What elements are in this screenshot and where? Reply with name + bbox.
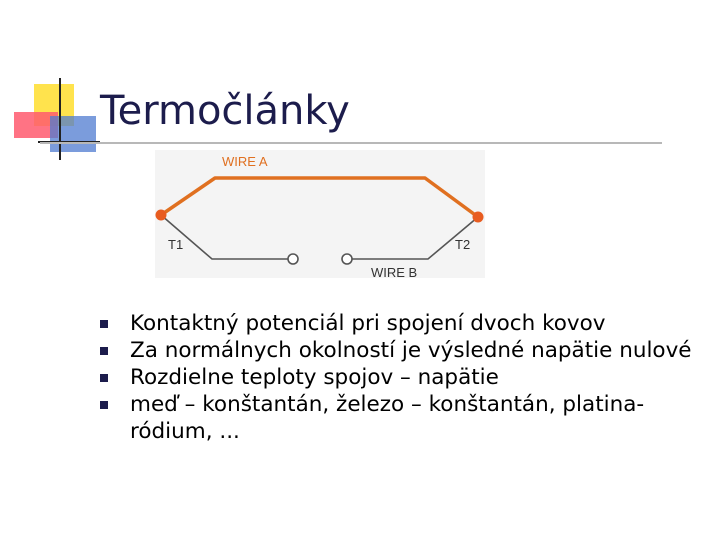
terminal-left — [288, 254, 298, 264]
bullet-item — [100, 391, 700, 445]
slide-title: Termočlánky — [100, 88, 350, 134]
bullet-text: Rozdielne teploty spojov – napätie — [130, 365, 499, 390]
junction-t1 — [156, 210, 167, 221]
wire-a-label: WIRE A — [222, 154, 268, 169]
bullet-item — [100, 310, 700, 337]
bullet-item — [100, 337, 700, 364]
t1-label: T1 — [168, 237, 184, 252]
wire-b-label: WIRE B — [371, 265, 418, 280]
square-bullet-icon — [100, 401, 108, 409]
square-bullet-icon — [100, 320, 108, 328]
square-bullet-icon — [100, 374, 108, 382]
bullet-text: Kontaktný potenciál pri spojení dvoch kovov — [130, 311, 606, 336]
junction-t2 — [473, 212, 484, 223]
terminal-right — [342, 254, 352, 264]
diagram-background — [155, 150, 485, 278]
bullet-text: meď – konštantán, železo – konštantán, platina-ródium, ... — [130, 392, 645, 444]
t2-label: T2 — [455, 237, 471, 252]
square-bullet-icon — [100, 347, 108, 355]
bullet-item — [100, 364, 700, 391]
bullet-list — [100, 310, 700, 445]
bullet-text: Za normálnych okolností je výsledné napätie nulové — [130, 338, 692, 363]
